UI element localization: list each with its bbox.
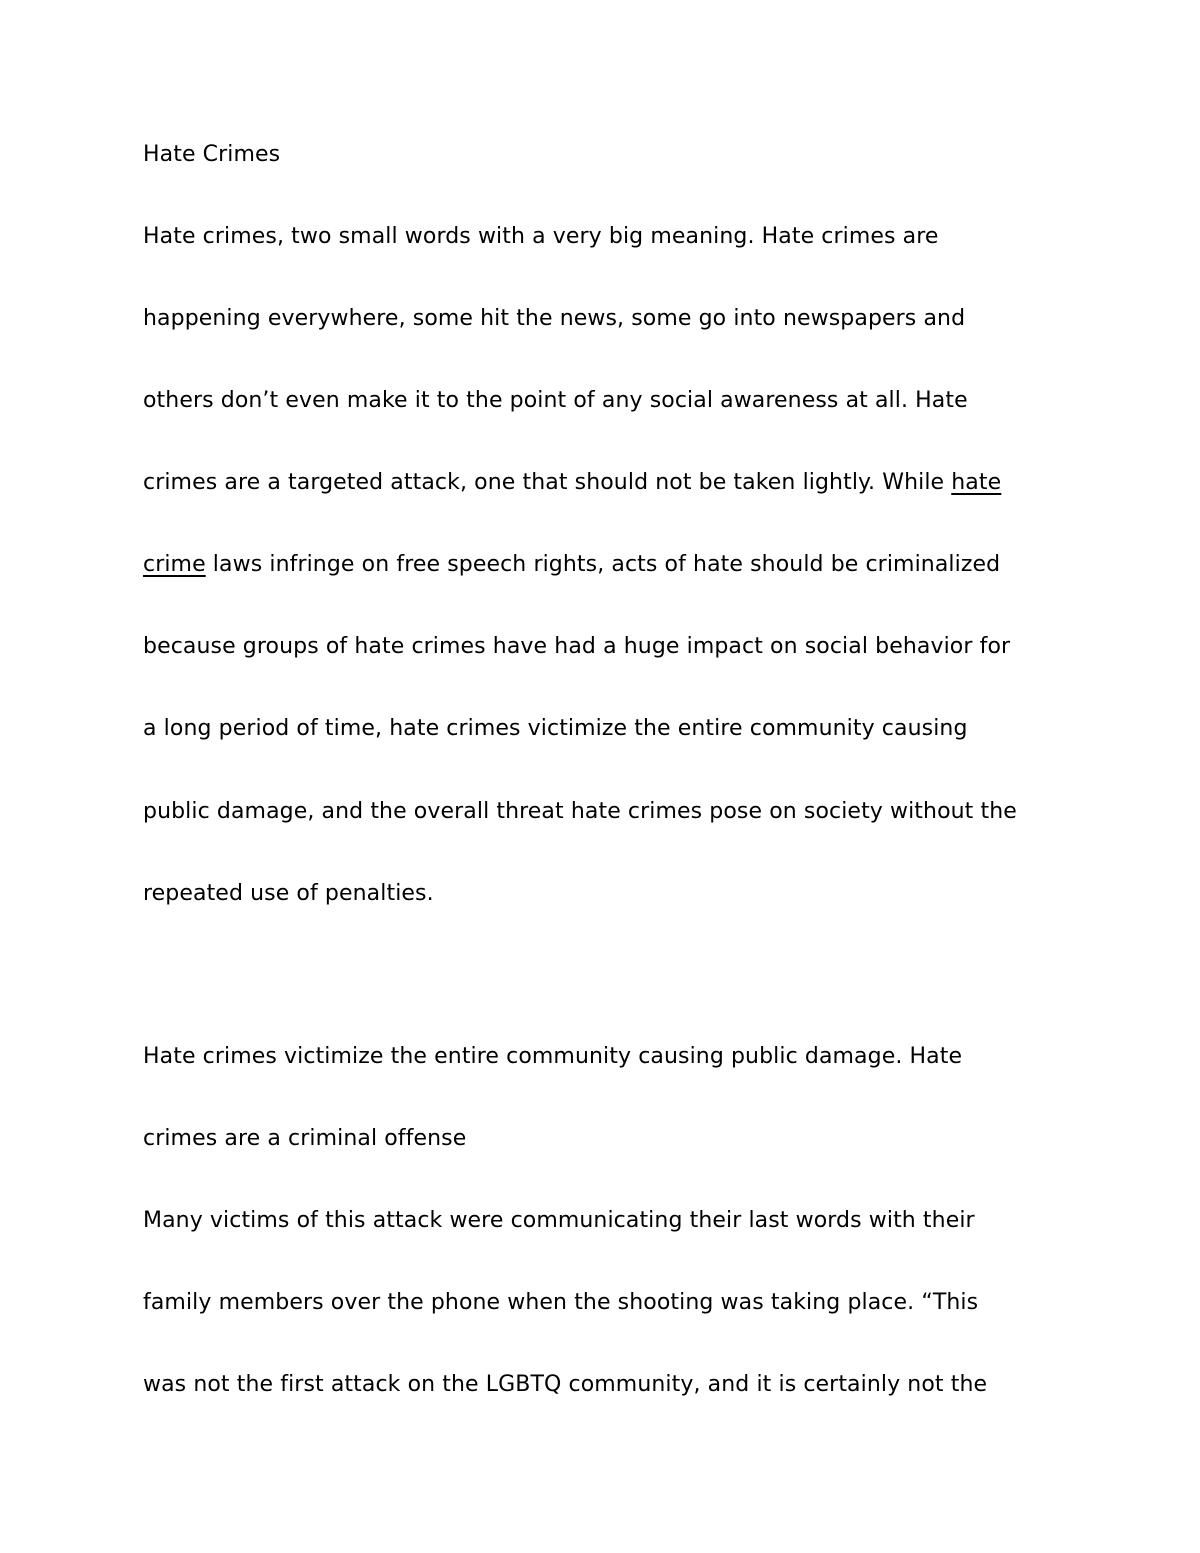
document-title: Hate Crimes [143, 142, 281, 167]
paragraph-3-line-2: family members over the phone when the shooting was taking place. “This [143, 1290, 979, 1315]
paragraph-1-line-4-text: crimes are a targeted attack, one that should not be taken lightly. While [143, 470, 952, 495]
paragraph-1-line-5 [143, 551, 1000, 579]
paragraph-1-line-8: public damage, and the overall threat hate crimes pose on society without the [143, 799, 1017, 824]
paragraph-3-line-3: was not the first attack on the LGBTQ community, and it is certainly not the [143, 1372, 988, 1397]
paragraph-1-line-5-text: laws infringe on free speech rights, acts of hate should be criminalized [205, 552, 1001, 577]
paragraph-1-line-3: others don’t even make it to the point of any social awareness at all. Hate [143, 388, 968, 413]
paragraph-1-line-7: a long period of time, hate crimes victimize the entire community causing [143, 716, 968, 741]
paragraph-1-line-9: repeated use of penalties. [143, 881, 434, 906]
paragraph-1-line-1: Hate crimes, two small words with a very big meaning. Hate crimes are [143, 224, 939, 249]
paragraph-2-line-2: crimes are a criminal offense [143, 1126, 467, 1151]
paragraph-3-line-1: Many victims of this attack were communicating their last words with their [143, 1208, 975, 1233]
hate-crime-link-part-1[interactable]: hate [951, 470, 1002, 495]
paragraph-1-line-2: happening everywhere, some hit the news, some go into newspapers and [143, 306, 966, 331]
paragraph-2-line-1: Hate crimes victimize the entire community causing public damage. Hate [143, 1044, 963, 1069]
hate-crime-link-part-2[interactable]: crime [143, 552, 206, 577]
paragraph-1-line-6: because groups of hate crimes have had a huge impact on social behavior for [143, 634, 1011, 659]
paragraph-1-line-4 [143, 469, 1001, 497]
